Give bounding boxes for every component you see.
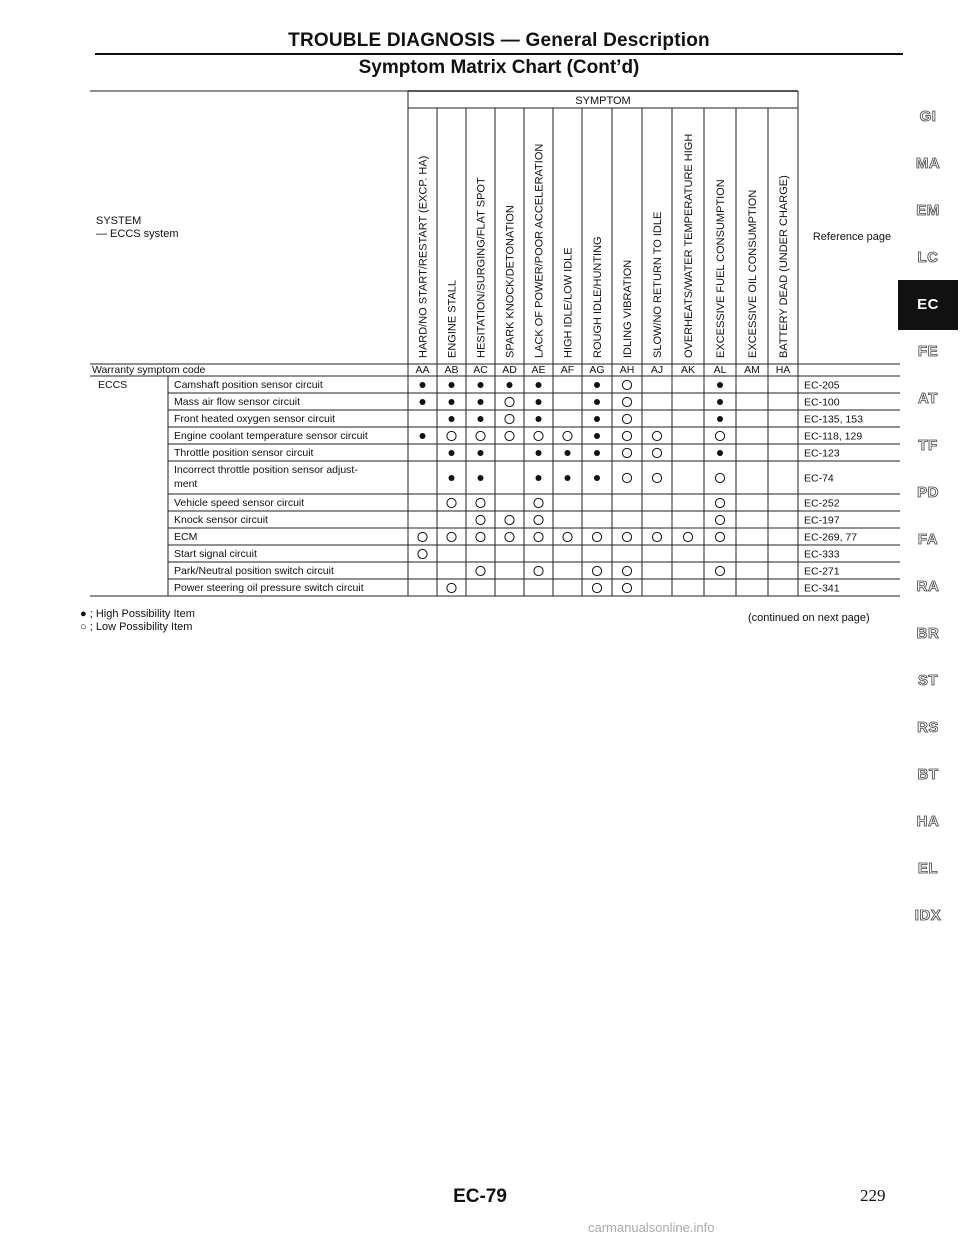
high-possibility-mark [478, 450, 484, 456]
warranty-code: HA [775, 364, 791, 376]
row-item-name: Start signal circuit [174, 548, 257, 560]
symptom-column-label: BATTERY DEAD (UNDER CHARGE) [778, 175, 790, 358]
symptom-column-label: EXCESSIVE OIL CONSUMPTION [747, 189, 759, 358]
high-possibility-mark [565, 475, 571, 481]
low-possibility-mark [476, 532, 485, 541]
table-row [174, 497, 840, 510]
warranty-code: AE [531, 364, 546, 376]
high-possibility-mark [420, 433, 426, 439]
high-possibility-mark [536, 475, 542, 481]
low-possibility-mark [715, 473, 724, 482]
low-possibility-mark [622, 414, 631, 423]
row-item-name: ment [174, 478, 198, 490]
warranty-code: AD [502, 364, 517, 376]
section-tab-ma[interactable]: MA [915, 155, 941, 172]
low-possibility-mark [652, 431, 661, 440]
low-possibility-mark [505, 414, 514, 423]
low-possibility-mark [505, 532, 514, 541]
section-tab-el[interactable]: EL [917, 860, 939, 877]
reference-page: EC-135, 153 [804, 413, 863, 426]
reference-page: EC-74 [804, 472, 834, 485]
reference-page: EC-252 [804, 497, 840, 510]
section-tab-idx[interactable]: IDX [914, 907, 942, 924]
reference-page: EC-269, 77 [804, 531, 858, 544]
high-possibility-mark [420, 399, 426, 405]
low-possibility-mark [715, 566, 724, 575]
high-possibility-mark [536, 382, 542, 388]
reference-page: EC-341 [804, 582, 840, 595]
legend [80, 608, 195, 634]
section-tab-ha[interactable]: HA [916, 813, 940, 830]
table-row [174, 379, 840, 392]
page-number: 229 [860, 1186, 886, 1205]
low-possibility-mark [447, 498, 456, 507]
high-possibility-mark [507, 382, 513, 388]
symptom-header: SYMPTOM [575, 95, 631, 107]
high-possibility-mark [594, 450, 600, 456]
table-row [174, 430, 862, 443]
low-possibility-mark [476, 498, 485, 507]
table-row [174, 531, 857, 544]
low-possibility-mark [534, 566, 543, 575]
low-possibility-mark [622, 380, 631, 389]
table-row [174, 413, 863, 426]
low-possibility-mark [447, 532, 456, 541]
table-row [174, 582, 840, 595]
high-possibility-mark [717, 450, 723, 456]
high-possibility-mark [478, 382, 484, 388]
low-possibility-mark [592, 532, 601, 541]
reference-page-header: Reference page [812, 231, 892, 243]
warranty-code: AJ [650, 364, 664, 376]
low-possibility-mark [622, 566, 631, 575]
warranty-code: AA [415, 364, 430, 376]
high-possibility-mark [565, 450, 571, 456]
row-item-name: Park/Neutral position switch circuit [174, 565, 334, 577]
reference-page: EC-333 [804, 548, 840, 561]
section-tab-bt[interactable]: BT [917, 766, 939, 783]
low-possibility-mark [534, 515, 543, 524]
low-possibility-mark [622, 397, 631, 406]
symptom-column-label: HESITATION/SURGING/FLAT SPOT [475, 177, 488, 358]
section-tab-fa[interactable]: FA [917, 531, 939, 548]
low-possibility-mark [622, 448, 631, 457]
legend-low-symbol: ○ [80, 621, 87, 633]
legend-high-symbol: ● [80, 608, 87, 620]
section-tab-ra[interactable]: RA [916, 578, 940, 595]
section-tab-lc[interactable]: LC [917, 249, 939, 266]
section-tab-ec[interactable]: EC [898, 280, 958, 330]
section-tab-pd[interactable]: PD [917, 484, 939, 501]
high-possibility-mark [717, 399, 723, 405]
low-possibility-mark [715, 515, 724, 524]
low-possibility-mark [715, 532, 724, 541]
table-row [174, 514, 840, 527]
section-tab-em[interactable]: EM [916, 202, 940, 219]
warranty-code-label: Warranty symptom code [92, 364, 206, 376]
symptom-column-label: SPARK KNOCK/DETONATION [504, 205, 517, 358]
high-possibility-mark [717, 416, 723, 422]
system-title: SYSTEM [96, 215, 142, 227]
warranty-code: AK [680, 364, 696, 376]
low-possibility-mark [592, 566, 601, 575]
table-row [174, 447, 840, 460]
low-possibility-mark [592, 583, 601, 592]
low-possibility-mark [683, 532, 692, 541]
page-subtitle: Symptom Matrix Chart (Cont’d) [358, 57, 640, 78]
low-possibility-mark [563, 532, 572, 541]
reference-page: EC-205 [804, 379, 840, 392]
low-possibility-mark [622, 473, 631, 482]
warranty-code: AL [713, 364, 727, 376]
high-possibility-mark [449, 399, 455, 405]
high-possibility-mark [594, 416, 600, 422]
low-possibility-mark [622, 431, 631, 440]
high-possibility-mark [449, 416, 455, 422]
page-title: TROUBLE DIAGNOSIS — General Description [95, 30, 903, 55]
symptom-column-label: ROUGH IDLE/HUNTING [592, 236, 604, 358]
low-possibility-mark [476, 515, 485, 524]
warranty-code: AH [619, 364, 635, 376]
warranty-code: AF [560, 364, 575, 376]
high-possibility-mark [594, 399, 600, 405]
low-possibility-mark [534, 532, 543, 541]
reference-page: EC-197 [804, 514, 840, 527]
legend-low-text: ; Low Possibility Item [89, 621, 193, 633]
high-possibility-mark [594, 475, 600, 481]
table-row [174, 565, 840, 578]
reference-page: EC-271 [804, 565, 840, 578]
reference-page: EC-100 [804, 396, 840, 409]
symptom-matrix-table [0, 0, 960, 620]
section-tab-gi[interactable]: GI [919, 108, 937, 125]
row-item-name: Engine coolant temperature sensor circuit [174, 430, 368, 442]
low-possibility-mark [534, 431, 543, 440]
system-group-label: ECCS [98, 379, 128, 391]
system-subtitle: — ECCS system [96, 228, 179, 240]
row-item-name: ECM [174, 531, 198, 543]
continued-note: (continued on next page) [748, 612, 870, 624]
row-item-name: Front heated oxygen sensor circuit [174, 413, 336, 425]
reference-page: EC-118, 129 [804, 430, 863, 443]
high-possibility-mark [594, 433, 600, 439]
symptom-column-label: OVERHEATS/WATER TEMPERATURE HIGH [683, 133, 695, 358]
high-possibility-mark [449, 450, 455, 456]
table-row [174, 464, 834, 490]
high-possibility-mark [536, 399, 542, 405]
row-item-name: Vehicle speed sensor circuit [174, 497, 305, 509]
symptom-column-label: HARD/NO START/RESTART (EXCP. HA) [417, 155, 430, 358]
high-possibility-mark [536, 450, 542, 456]
symptom-column-label: IDLING VIBRATION [622, 259, 634, 358]
row-item-name: Throttle position sensor circuit [174, 447, 314, 459]
legend-high [80, 608, 195, 621]
low-possibility-mark [715, 498, 724, 507]
reference-page: EC-123 [804, 447, 840, 460]
low-possibility-mark [652, 473, 661, 482]
low-possibility-mark [563, 431, 572, 440]
row-item-name: Incorrect throttle position sensor adjust- [174, 464, 358, 476]
section-tab-at[interactable]: AT [918, 390, 938, 407]
low-possibility-mark [652, 448, 661, 457]
warranty-code: AG [589, 364, 605, 376]
low-possibility-mark [505, 397, 514, 406]
section-tab-fe[interactable]: FE [917, 343, 939, 360]
low-possibility-mark [447, 431, 456, 440]
low-possibility-mark [715, 431, 724, 440]
low-possibility-mark [622, 532, 631, 541]
table-row [174, 396, 840, 409]
warranty-code: AC [473, 364, 488, 376]
high-possibility-mark [478, 399, 484, 405]
row-item-name: Mass air flow sensor circuit [174, 396, 301, 408]
row-item-name: Knock sensor circuit [174, 514, 268, 526]
table-row [174, 548, 840, 561]
low-possibility-mark [418, 549, 427, 558]
symptom-column-label: HIGH IDLE/LOW IDLE [562, 247, 575, 358]
high-possibility-mark [594, 382, 600, 388]
warranty-code: AM [744, 364, 760, 376]
section-tab-tf[interactable]: TF [918, 437, 938, 454]
low-possibility-mark [534, 498, 543, 507]
section-tab-rs[interactable]: RS [917, 719, 939, 736]
low-possibility-mark [476, 431, 485, 440]
legend-low [80, 621, 195, 634]
section-tab-br[interactable]: BR [916, 625, 940, 642]
symptom-column-label: ENGINE STALL [446, 279, 459, 358]
warranty-code: AB [444, 364, 459, 376]
low-possibility-mark [505, 431, 514, 440]
section-tab-st[interactable]: ST [917, 672, 939, 689]
row-item-name: Power steering oil pressure switch circuit [174, 582, 364, 594]
low-possibility-mark [476, 566, 485, 575]
symptom-column-label: EXCESSIVE FUEL CONSUMPTION [715, 179, 727, 358]
low-possibility-mark [447, 583, 456, 592]
high-possibility-mark [478, 475, 484, 481]
high-possibility-mark [536, 416, 542, 422]
symptom-column-label: SLOW/NO RETURN TO IDLE [652, 211, 664, 358]
low-possibility-mark [622, 583, 631, 592]
page-code: EC-79 [453, 1186, 507, 1207]
legend-high-text: ; High Possibility Item [89, 608, 195, 620]
row-item-name: Camshaft position sensor circuit [174, 379, 323, 391]
high-possibility-mark [449, 475, 455, 481]
low-possibility-mark [505, 515, 514, 524]
low-possibility-mark [418, 532, 427, 541]
low-possibility-mark [652, 532, 661, 541]
high-possibility-mark [717, 382, 723, 388]
high-possibility-mark [478, 416, 484, 422]
symptom-column-label: LACK OF POWER/POOR ACCELERATION [533, 143, 546, 358]
high-possibility-mark [449, 382, 455, 388]
watermark: carmanualsonline.info [588, 1220, 715, 1235]
high-possibility-mark [420, 382, 426, 388]
